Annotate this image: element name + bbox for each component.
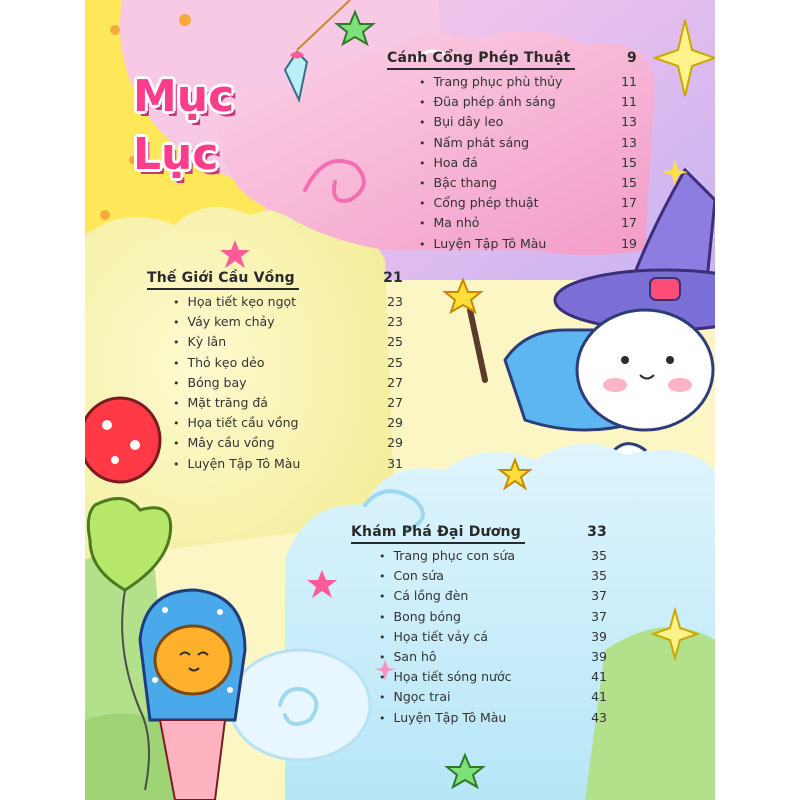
section-page-number: 21 (383, 270, 403, 286)
toc-item: • Mặt trăng đá 27 (173, 393, 403, 413)
toc-item: • Họa tiết sóng nước 41 (379, 667, 607, 687)
table-of-contents-page (85, 0, 715, 800)
section-heading (147, 268, 403, 290)
section-heading (387, 48, 637, 70)
toc-item: • Trang phục con sứa 35 (379, 546, 607, 566)
toc-item: • Cá lồng đèn 37 (379, 586, 607, 606)
toc-item: • Bụi dây leo 13 (419, 112, 637, 132)
toc-section-rainbow-world (147, 268, 403, 474)
toc-item: • Bậc thang 15 (419, 173, 637, 193)
toc-item: • Váy kem chảy 23 (173, 312, 403, 332)
toc-item: • San hô 39 (379, 647, 607, 667)
toc-item-list (147, 292, 403, 474)
page-title (133, 68, 234, 184)
toc-item: • Đũa phép ánh sáng 11 (419, 92, 637, 112)
toc-item-list (387, 72, 637, 254)
toc-item: • Luyện Tập Tô Màu 43 (379, 708, 607, 728)
toc-item: • Bong bóng 37 (379, 607, 607, 627)
section-page-number: 9 (627, 50, 637, 66)
toc-item: • Kỳ lân 25 (173, 332, 403, 352)
toc-item: • Ma nhỏ 17 (419, 213, 637, 233)
toc-item: • Họa tiết kẹo ngọt 23 (173, 292, 403, 312)
section-page-number: 33 (587, 524, 607, 540)
toc-item-list (351, 546, 607, 728)
toc-item: • Hoa đá 15 (419, 153, 637, 173)
section-title: Khám Phá Đại Dương (351, 522, 525, 544)
toc-item: • Luyện Tập Tô Màu 31 (173, 454, 403, 474)
toc-item: • Mây cầu vồng 29 (173, 433, 403, 453)
toc-item: • Ngọc trai 41 (379, 687, 607, 707)
toc-item: • Con sứa 35 (379, 566, 607, 586)
toc-item: • Trang phục phù thủy 11 (419, 72, 637, 92)
toc-item: • Họa tiết vảy cá 39 (379, 627, 607, 647)
toc-section-magic-gate (387, 48, 637, 254)
title-line-1: Mục (133, 71, 235, 122)
toc-item: • Thỏ kẹo dẻo 25 (173, 353, 403, 373)
toc-item: • Họa tiết cầu vồng 29 (173, 413, 403, 433)
section-title: Thế Giới Cầu Vồng (147, 268, 299, 290)
toc-item: • Luyện Tập Tô Màu 19 (419, 234, 637, 254)
toc-item: • Nấm phát sáng 13 (419, 133, 637, 153)
section-title: Cánh Cổng Phép Thuật (387, 48, 575, 70)
toc-section-ocean (351, 522, 607, 728)
toc-item: • Cổng phép thuật 17 (419, 193, 637, 213)
section-heading (351, 522, 607, 544)
title-line-2: Lục (133, 129, 219, 180)
toc-item: • Bóng bay 27 (173, 373, 403, 393)
